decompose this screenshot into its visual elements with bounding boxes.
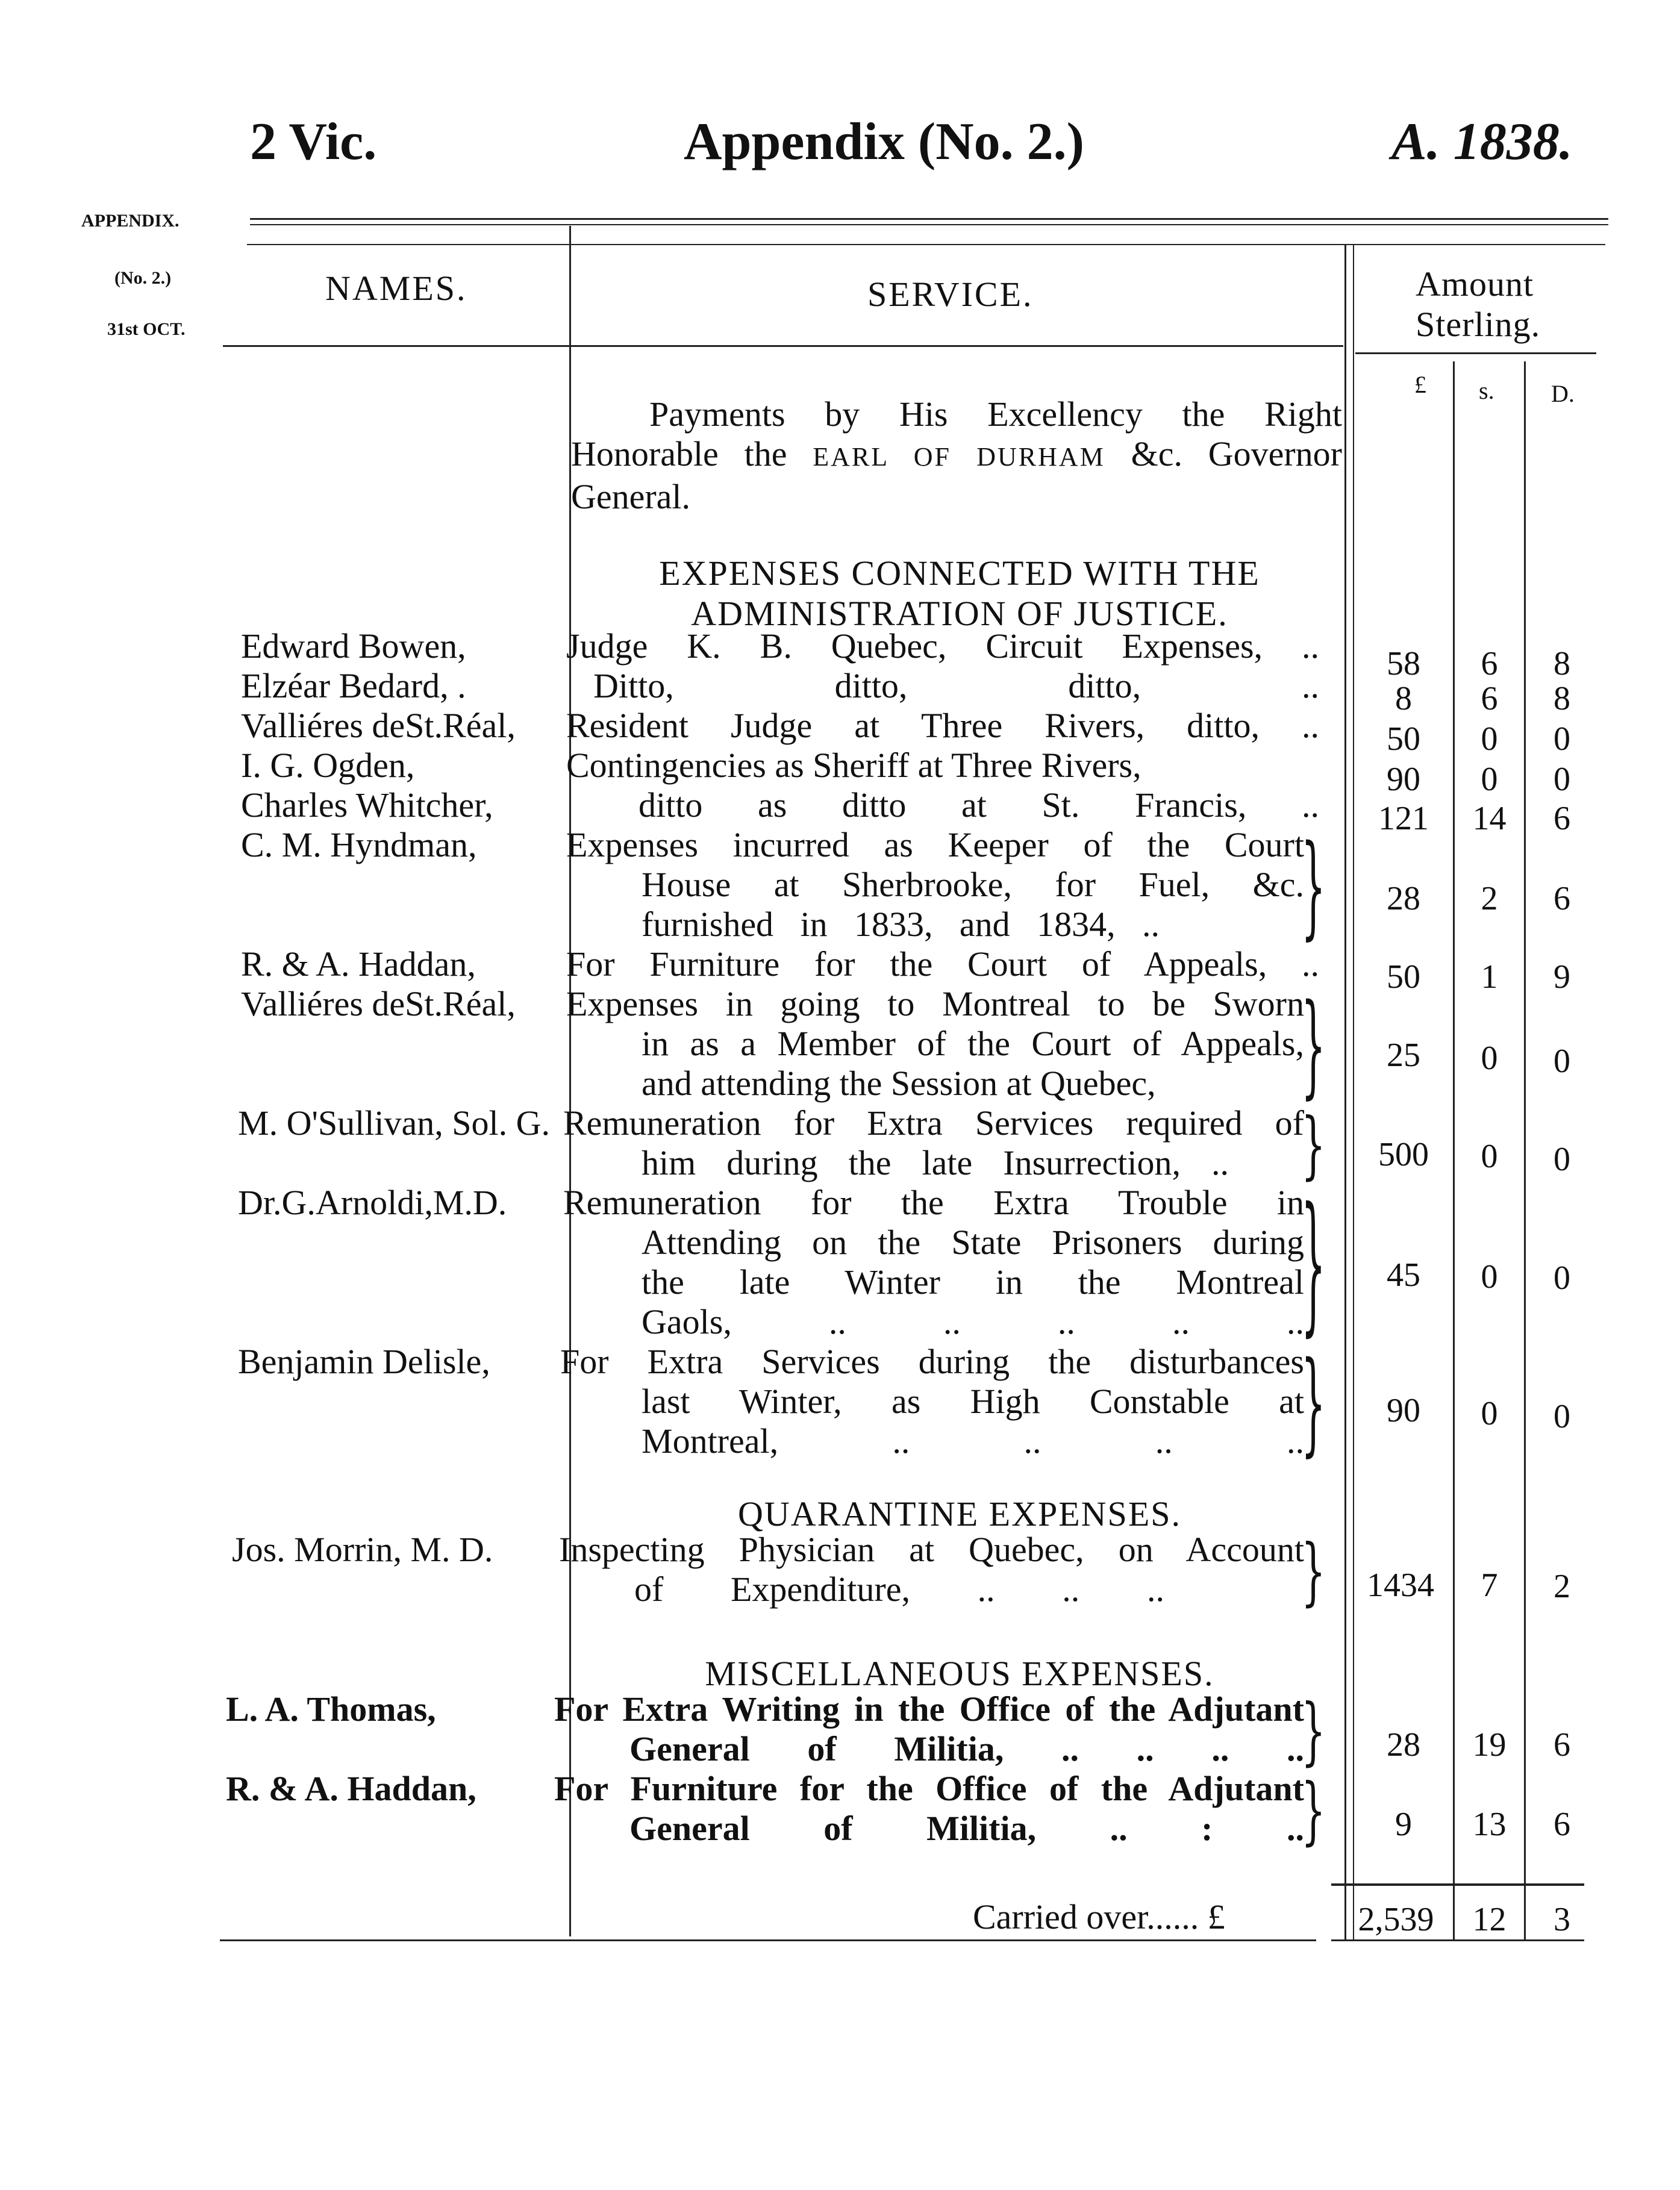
amount-pounds: 58	[1387, 645, 1420, 682]
amount-shillings: 0	[1481, 761, 1498, 798]
margin-number: (No. 2.)	[114, 268, 172, 288]
total-pence: 3	[1554, 1901, 1570, 1938]
top-rule	[250, 218, 1608, 220]
row-service	[639, 785, 1319, 825]
amount-pence: 6	[1554, 1726, 1570, 1764]
row-name: C. M. Hyndman,	[241, 825, 477, 864]
amount-pounds: 500	[1378, 1136, 1429, 1173]
service-line: Remuneration for the Extra Trouble in	[563, 1183, 1304, 1222]
row-name: R. & A. Haddan,	[226, 1769, 476, 1808]
row-service	[563, 1103, 1304, 1183]
service-line: For Extra Services during the disturbances	[560, 1342, 1304, 1381]
brace-glyph: }	[1301, 823, 1326, 952]
service-line: For Furniture for the Office of the Adjutant	[554, 1769, 1304, 1808]
service-line: Gaols, .. .. .. .. ..	[642, 1302, 1304, 1341]
row-name: Edward Bowen,	[241, 626, 466, 666]
amount-shillings: 14	[1472, 800, 1507, 837]
service-line: Inspecting Physician at Quebec, on Account	[559, 1530, 1304, 1569]
amount-shillings: 1	[1481, 958, 1498, 996]
amount-pence: 6	[1554, 880, 1570, 917]
header-bottom-rule	[223, 345, 1343, 347]
amount-header-rule	[1355, 352, 1596, 354]
intro-line2	[571, 434, 1342, 477]
row-service	[566, 944, 1319, 984]
amount-pence: 0	[1554, 1398, 1570, 1435]
amount-shillings: 0	[1481, 720, 1498, 758]
intro-line3: General.	[571, 477, 691, 516]
service-line: furnished in 1833, and 1834, ..	[642, 905, 1160, 944]
total-shillings: 12	[1472, 1901, 1507, 1938]
service-line: Expenses incurred as Keeper of the Court	[566, 825, 1304, 864]
carried-over-label: Carried over...... £	[973, 1897, 1225, 1936]
section-miscellaneous: MISCELLANEOUS EXPENSES.	[705, 1654, 1214, 1693]
amount-shillings: 6	[1481, 645, 1498, 682]
service-line: General of Militia, .. .. .. ..	[629, 1729, 1304, 1768]
brace-glyph: }	[1301, 1103, 1326, 1188]
service-line: Expenses in going to Montreal to be Sworn	[566, 984, 1304, 1023]
row-service	[559, 1530, 1304, 1609]
service-line: Remuneration for Extra Services required of	[563, 1103, 1304, 1143]
row-service	[593, 666, 1319, 706]
intro-line1: Payments by His Excellency the Right	[649, 395, 1342, 434]
service-line: General of Militia, .. : ..	[629, 1809, 1304, 1848]
brace-glyph: }	[1301, 1530, 1326, 1615]
amount-pounds: 90	[1387, 1392, 1420, 1429]
header-title: Appendix (No. 2.)	[684, 113, 1084, 171]
service-line: last Winter, as High Constable at	[642, 1382, 1304, 1421]
service-line: Attending on the State Prisoners during	[642, 1223, 1304, 1262]
pence-header: D.	[1551, 380, 1575, 407]
amount-pounds: 50	[1387, 720, 1420, 758]
amount-pounds: 9	[1395, 1806, 1412, 1843]
section-justice-line1: EXPENSES CONNECTED WITH THE	[659, 554, 1260, 593]
row-service	[566, 984, 1304, 1103]
amount-pounds: 8	[1395, 680, 1412, 717]
header-top-rule	[247, 244, 1605, 245]
service-line: Judge K. B. Quebec, Circuit Expenses, ..	[566, 626, 1319, 666]
intro-line2c: &c. Governor	[1105, 434, 1342, 473]
amount-pounds: 1434	[1367, 1567, 1434, 1604]
service-line: Resident Judge at Three Rivers, ditto, ..	[566, 706, 1319, 745]
service-line: him during the late Insurrection, ..	[642, 1143, 1229, 1182]
amount-pence: 6	[1554, 1806, 1570, 1843]
amount-pence: 0	[1554, 720, 1570, 758]
amount-pence: 8	[1554, 645, 1570, 682]
service-line: in as a Member of the Court of Appeals,	[642, 1024, 1304, 1063]
amount-shillings: 7	[1481, 1567, 1498, 1604]
amount-shillings: 13	[1472, 1806, 1507, 1843]
service-line: of Expenditure, .. .. ..	[634, 1570, 1164, 1609]
margin-date: 31st OCT.	[107, 319, 186, 339]
top-rule-double	[250, 224, 1608, 225]
amount-pence: 0	[1554, 1141, 1570, 1178]
amount-header-line1: Amount	[1416, 264, 1534, 304]
row-name: Valliéres deSt.Réal,	[241, 984, 516, 1023]
section-quarantine: QUARANTINE EXPENSES.	[738, 1494, 1181, 1533]
row-name: I. G. Ogden,	[241, 746, 415, 785]
amount-pounds: 28	[1387, 1726, 1420, 1764]
amount-pounds: 90	[1387, 761, 1420, 798]
row-service	[566, 746, 1141, 785]
row-name: Valliéres deSt.Réal,	[241, 706, 516, 745]
total-pounds: 2,539	[1358, 1901, 1434, 1938]
shillings-header: s.	[1479, 377, 1494, 404]
row-service	[566, 825, 1304, 944]
service-line: For Extra Writing in the Office of the Adjutant	[554, 1689, 1304, 1729]
governor-name: EARL OF DURHAM	[813, 442, 1105, 472]
amount-pence: 9	[1554, 958, 1570, 996]
row-name: M. O'Sullivan, Sol. G.	[238, 1103, 551, 1143]
amount-shillings: 0	[1481, 1138, 1498, 1175]
row-name: Jos. Morrin, M. D.	[232, 1530, 493, 1569]
service-line: and attending the Session at Quebec,	[642, 1064, 1156, 1103]
service-line: Ditto, ditto, ditto, ..	[593, 666, 1319, 705]
margin-appendix: APPENDIX.	[81, 211, 180, 231]
header-session: 2 Vic.	[250, 113, 377, 171]
amount-shillings: 6	[1481, 680, 1498, 717]
amount-pounds: 121	[1378, 800, 1429, 837]
service-line: For Furniture for the Court of Appeals, ..	[566, 944, 1319, 984]
row-name: Elzéar Bedard, .	[241, 666, 466, 705]
amount-shillings: 2	[1481, 880, 1498, 917]
amount-pence: 0	[1554, 761, 1570, 798]
names-column-header: NAMES.	[325, 269, 467, 308]
amount-pounds: 25	[1387, 1037, 1420, 1074]
row-service	[554, 1689, 1304, 1769]
brace-glyph: }	[1301, 1340, 1326, 1469]
amount-pounds: 50	[1387, 958, 1420, 996]
row-service	[554, 1769, 1304, 1848]
row-name: Benjamin Delisle,	[238, 1342, 490, 1381]
amount-pence: 0	[1554, 1043, 1570, 1080]
service-amount-divider-double	[1353, 244, 1354, 1939]
brace-glyph: }	[1301, 1769, 1326, 1854]
amount-shillings: 0	[1481, 1258, 1498, 1296]
amount-pounds: 28	[1387, 880, 1420, 917]
service-line: House at Sherbrooke, for Fuel, &c.	[642, 865, 1304, 904]
intro-paragraph	[571, 395, 1342, 517]
section-justice-line2: ADMINISTRATION OF JUSTICE.	[691, 594, 1228, 633]
brace-glyph: }	[1301, 982, 1326, 1111]
amount-pence: 2	[1554, 1568, 1570, 1605]
row-name: R. & A. Haddan,	[241, 944, 476, 984]
row-service	[566, 706, 1319, 746]
brace-glyph: }	[1301, 1689, 1326, 1774]
amount-header-line2: Sterling.	[1416, 305, 1541, 344]
pounds-header: £	[1414, 371, 1426, 398]
row-name: Charles Whitcher,	[241, 785, 493, 825]
bottom-rule-left	[220, 1939, 1316, 1941]
service-line: Montreal, .. .. .. ..	[642, 1421, 1304, 1461]
row-service	[563, 1183, 1304, 1342]
brace-glyph: }	[1301, 1178, 1326, 1352]
intro-line2a: Honorable the	[571, 434, 813, 473]
service-line: the late Winter in the Montreal	[642, 1262, 1304, 1302]
service-column-header: SERVICE.	[867, 275, 1034, 314]
amount-shillings: 19	[1472, 1726, 1507, 1764]
sum-rule	[1331, 1883, 1584, 1886]
amount-pence: 6	[1554, 800, 1570, 837]
row-name: Dr.G.Arnoldi,M.D.	[238, 1183, 507, 1222]
service-line: Contingencies as Sheriff at Three Rivers,	[566, 746, 1141, 785]
row-service	[560, 1342, 1304, 1461]
header-year: A. 1838.	[1391, 113, 1573, 171]
service-line: ditto as ditto at St. Francis, ..	[639, 785, 1319, 825]
amount-pence: 0	[1554, 1259, 1570, 1297]
row-service	[566, 626, 1319, 666]
amount-pence: 8	[1554, 680, 1570, 717]
amount-shillings: 0	[1481, 1395, 1498, 1432]
bottom-rule-right	[1331, 1939, 1584, 1941]
row-name: L. A. Thomas,	[226, 1689, 436, 1729]
amount-shillings: 0	[1481, 1040, 1498, 1077]
amount-pounds: 45	[1387, 1256, 1420, 1294]
